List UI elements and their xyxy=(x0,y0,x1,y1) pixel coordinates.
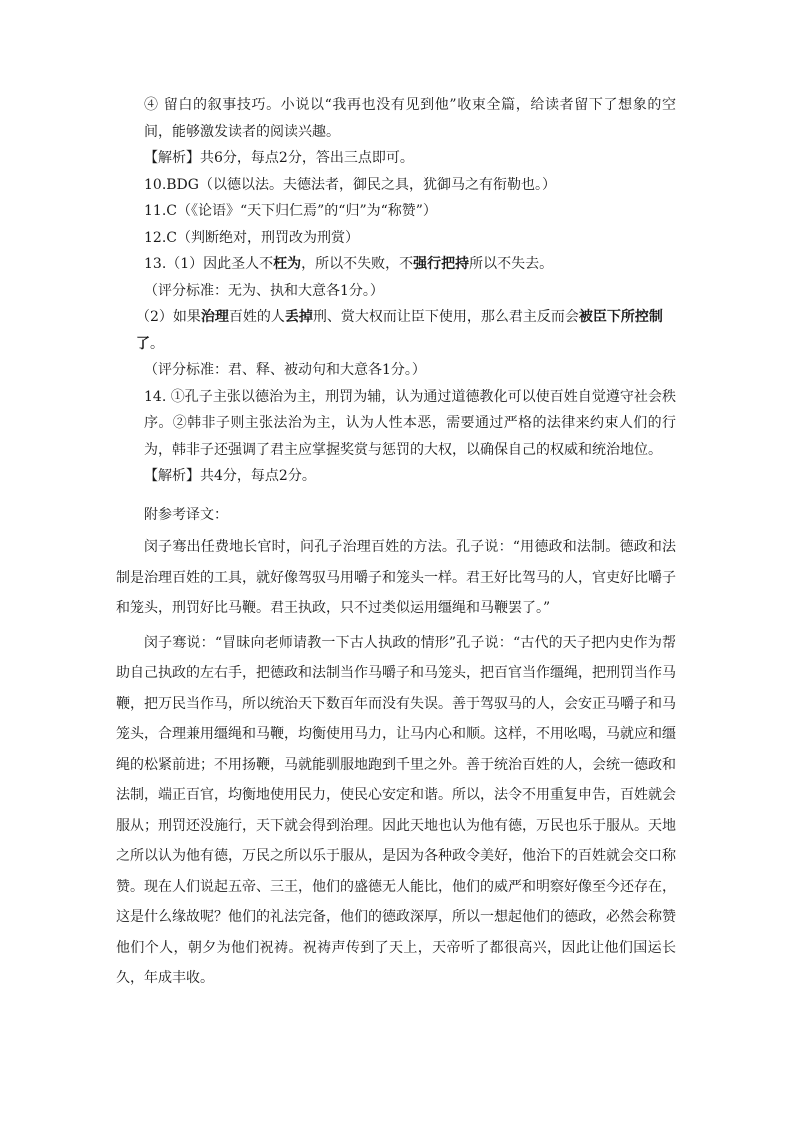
answer-13-1-text-c: ，所以不失败，不 xyxy=(301,256,414,272)
answer-11: 11.C（《论语》“天下归仁焉”的“归”为“称赞”） xyxy=(144,203,437,219)
answer-14: 14. ①孔子主张以德治为主，刑罚为辅，认为通过道德教化可以使百姓自觉遵守社会秩序。②韩非子则主张法治为主，认为人性本恶，需要通过严格的法律来约束人们的行为，韩非子还强调了君主应掌握奖赏与惩罚的大权，以确保自己的权威和统治地位。 xyxy=(144,388,676,458)
answer-13-1-key-1: 枉为 xyxy=(273,256,302,272)
answer-13-1-text-d: 所以不失去。 xyxy=(469,256,554,272)
scoring-standard-2: （评分标准：君、释、被动句和大意各1分。） xyxy=(144,362,426,378)
answer-item-4: ④ 留白的叙事技巧。小说以“我再也没有见到他”收束全篇，给读者留下了想象的空间，能够激发读者的阅读兴趣。 xyxy=(144,97,676,140)
answer-13-2-text-c: 百姓的人 xyxy=(228,309,285,325)
translation-paragraph-2: 闵子骞说：“冒昧向老师请教一下古人执政的情形”孔子说：“古代的天子把内史作为帮助自己执政的左右手，把德政和法制当作马嚼子和马笼头，把百官当作缰绳，把刑罚当作马鞭，把万民当作马，所以统治天下数百年而没有失误。善于驾驭马的人，会安正马嚼子和马笼头，合理兼用缰绳和马鞭，均衡使用马力，让马内心和顺。这样，不用吆喝，马就应和缰绳的松紧前进；不用扬鞭，马就能驯服地跑到千里之外。善于统治百姓的人，会统一德政和法制，端正百官，均衡地使用民力，使民心安定和谐。所以，法令不用重复申告，百姓就会服从；刑罚还没施行，天下就会得到治理。因此天地也认为他有德，万民也乐于服从。天地之所以认为他有德，万民之所以乐于服从，是因为各种政令美好，他治下的百姓就会交口称赞。现在人们说起五帝、三王，他们的盛德无人能比，他们的威严和明察好像至今还存在，这是什么缘故呢？他们的礼法完备，他们的德政深厚，所以一想起他们的德政，必然会称赞他们个人，朝夕为他们祝祷。祝祷声传到了天上，天帝听了都很高兴，因此让他们国运长久，年成丰收。 xyxy=(116,634,676,986)
analysis-note-1: 【解析】共6分，每点2分，答出三点即可。 xyxy=(144,150,414,166)
answer-13-1-text-a: 13.（1）因此圣人不 xyxy=(144,256,274,272)
document-page xyxy=(116,92,676,994)
answer-12: 12.C（判断绝对，刑罚改为刑赏） xyxy=(144,229,359,246)
answer-13-2-key-4: 了 xyxy=(136,335,150,352)
answer-13-2-text-d: 刑、赏大权而让臣下使用，那么君主反而会 xyxy=(312,309,579,325)
analysis-note-2: 【解析】共4分，每点2分。 xyxy=(144,468,316,484)
answer-13-2-key-3: 被臣下所控制 xyxy=(578,309,663,325)
answer-13-2 xyxy=(116,304,676,357)
translation-heading: 附参考译文： xyxy=(144,506,228,523)
answer-13-2-text-a: （2）如果 xyxy=(136,309,201,325)
answer-13-1 xyxy=(116,251,676,278)
translation-paragraph-1: 闵子骞出任费地长官时，问孔子治理百姓的方法。孔子说：“用德政和法制。德政和法制是治理百姓的工具，就好像驾驭马用嚼子和笼头一样。君王好比驾马的人，官吏好比嚼子和笼头，刑罚好比马鞭。君王执政，只不过类似运用缰绳和马鞭罢了。” xyxy=(116,539,676,616)
answer-13-2-key-2: 丢掉 xyxy=(284,309,313,325)
answer-13-2-key-1: 治理 xyxy=(200,309,229,325)
answer-13-2-text-e: 。 xyxy=(150,335,164,352)
scoring-standard-1: （评分标准：无为、执和大意各1分。） xyxy=(144,282,384,299)
answer-10: 10.BDG（以德以法。夫德法者，御民之具，犹御马之有衔勒也。） xyxy=(144,176,556,193)
answer-13-1-key-2: 强行把持 xyxy=(413,256,470,272)
section-gap xyxy=(116,490,676,502)
